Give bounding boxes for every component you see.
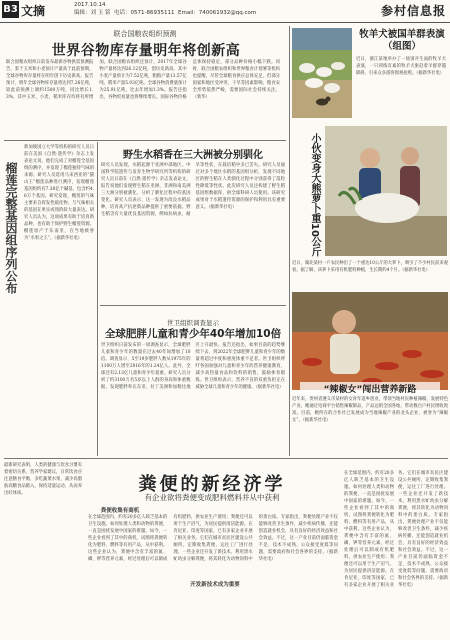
a4-kicker: 世卫组织调查显示 <box>167 319 219 327</box>
header-meta <box>74 1 256 17</box>
section-title: 文摘 <box>21 4 46 18</box>
divider <box>100 305 286 306</box>
photo1-caption: 近日，浙江某地举办了一场别开生面的牧羊犬表演，一只训练有素的牧羊犬驱赶着羊群穿越障碍，引来众多游客围观拍照。（据新华社电） <box>356 57 446 76</box>
divider <box>4 140 286 141</box>
page-header <box>0 0 450 23</box>
a7-section-heading: 粪便收集有商机 <box>100 508 140 514</box>
photo1-title: 牧羊犬被国羊群表演（组图） <box>359 29 445 52</box>
a1-title: 世界谷物库存量明年将创新高 <box>51 43 241 59</box>
divider <box>289 26 290 456</box>
divider <box>4 458 448 459</box>
a2-title: 榴莲完整基因组序列公布 <box>4 162 18 294</box>
photo2-title: 小伙变身大熊萝卜重10公斤 <box>309 133 320 257</box>
email: Email：740061932@qq.com <box>177 10 257 16</box>
a5-body: 最新研究表明，人类的健康与饮食习惯有着密切关系。营养学家建议，日常饮食应注意膳食平衡，多吃蔬菜水果，减少高脂肪高糖食品摄入，保持适量运动，从而养出好体质。 <box>4 463 82 496</box>
a1-kicker: 联合国粮农组织预测 <box>113 30 177 38</box>
a6-title: “辣椒女”闯出营养新路 <box>300 382 440 395</box>
editor: 编辑：刘 玉 铭 <box>74 10 111 16</box>
a1-body: 联合国粮农组织日前发布最新谷物供需预测报告，鉴于玉米和小麦预计产量高于此前预期，全球谷物库存量将在明年创下历史新高。报告预计，明年全球谷物库存量将达到7.26亿吨，较此前预测上调约1500万吨，同比增长1.3%，其中玉米、小麦、稻米库存均将有所增加。联合国粮农组织还预计，2017年全球谷物产量将达到26.12亿吨，创历史新高。其中小麦产量预计为7.52亿吨，粗粮产量13.57亿吨，稻米产量5.03亿吨。全球谷物消费量预计为25.91亿吨，比去年增加1.3%。报告还指出，谷物贸易量也将继续增长。国际谷物价格总体保持稳定，部分品种价格小幅下跌。同时，联合国粮农组织和世界粮食计划署等机构也提醒，尽管全球粮食供应总体充足，但部分国家和地区受冲突、干旱等因素影响，粮食安全形势依然严峻，需要国际社会持续关注。（新华） <box>6 60 280 100</box>
sheepdog-photo <box>292 28 352 118</box>
a2-body: 新加坡国立大学等机构的研究人员日前在美国《自然·遗传学》杂志上发表论文说，他们完成了对榴莲全基因组的测序，并发现了榴莲独特气味的来源。研究人员选用马来西亚的“猫山王”榴莲品种进行测序，发现榴莲基因组约有7.38亿个碱基，包含约4.6万个基因。研究发现，榴莲的气味主要来自挥发性硫化物，与气味相关的基因在果实成熟阶段大量表达。研究人员认为，这项成果有助于培育新品种，也有助于保护野生榴莲资源。榴莲原产于东南亚，在当地被誉为“水果之王”。（据新华社电） <box>24 145 94 241</box>
divider <box>97 142 98 456</box>
a3-title: 野生水稻香在三大洲被分别驯化 <box>123 150 263 161</box>
a3-body: 研究人员发现，水稻起源于亚洲中部地区。中国科学院遗传与发育生物学研究所等机构的研究人员日前在《自然·遗传学》杂志发表论文，报告说他们发现野生稻在亚洲、非洲和南美洲三大洲分别被驯化，分析了驯化过程中的基因变化。研究人员表示，这一发现为改良水稻品种、培育高产抗逆新品种提供了重要依据。野生稻含有大量优良基因资源，例如抗病虫、耐旱等性状，在栽培稻中多已丢失。研究人员通过对多个地区水稻的基因组分析，发现不同地区的野生稻在人类驯化过程中分别获得了落粒性降低等性状。此次研究人员还构建了野生稻基因组数据库，供全球科研人员使用。该研究成果对于水稻遗传资源的保护和利用具有重要意义。（据新华社电） <box>101 163 285 217</box>
a7-subtitle: 有企业欲将粪便变成肥料燃料并从中获利 <box>144 493 280 502</box>
page-number: B3 <box>2 1 19 18</box>
a7-title: 粪便的新经济学 <box>138 474 286 495</box>
masthead: 参村信息报 <box>380 4 446 18</box>
a4-body: 世卫组织日前发布的一项调查显示，全球肥胖儿童和青少年的数量在过去40年间增加了10倍。调查显示，5至19岁肥胖人数从1975年的1100万人增至2016年的1.24亿人。此外，全球还有2.13亿儿童和青少年超重。研究人员分析了约3100万名5岁以上人群的身高和体重数据，发现肥胖率在东亚、拉丁美洲和加勒比地区上升最快。报告还指出，如果目前的趋势继续下去，到2022年全球肥胖儿童和青少年的数量将超过中度和重度体重不足者。世卫组织呼吁各国加强对儿童和青少年的营养健康教育，减少高热量食品和饮料的销售，鼓励体育锻炼。世卫组织表示，营养不良的双重负担正在威胁全球儿童和青少年的健康。（据新华社电） <box>101 343 285 390</box>
a6-body: 近年来，贵州省遵义市某村的女青年返乡创业，带领当地村民种植辣椒，发展特色产业。她通过电商平台销售辣椒制品，产品远销全国各地，带动数百户村民增收致富。目前，她所在的合作社已发展成为当地辣椒产业的龙头企业，被誉为“辣椒女”。（据新华社电） <box>292 397 448 423</box>
a4-title: 全球肥胖儿童和青少年40年增加10倍 <box>104 328 282 340</box>
issue-date: 2017.10.14 <box>74 2 106 8</box>
phone: 电话：0571-86935111 <box>114 10 175 16</box>
a7-section-heading-2: 开发新技术成为重要 <box>180 580 250 588</box>
photo2-caption: 近日，湖北某村一户农民种出了一个重达10公斤的大萝卜，吸引了不少村民前来观看。据了解，该萝卜采用有机肥料种植，生长期约4个月。（据新华社电） <box>292 261 448 273</box>
radish-photo <box>325 126 447 256</box>
chili-photo <box>292 292 448 390</box>
a7-body: 在全球范围内，约有20多亿人缺乏基本的卫生设施。如何处理人类和动物的粪便，一直是困扰发展中国家的难题。如今，一些企业看到了其中的商机，试图将粪便转化为肥料、燃料等有用产品，从中获利。这些企业认为，粪便中含有丰富的氮、磷、钾等营养元素，经过处理后可以制成有机肥料，供农业生产使用；粪便还可以用于生产沼气，为居民提供清洁能源。在肯尼亚、印度等国家，已有多家企业开展了相关业务。它们在城市贫民区建设公共厕所，定期收集粪便，运往工厂进行处理。一些企业还开发了新技术，利用黑水虻幼虫分解粪便，将其转化为动物饲料中的蛋白质。专家指出，粪便处理产业不仅能够改善卫生条件，减少疾病传播，还能创造就业机会，具有良好的经济效益和社会效益。不过，这一产业目前仍面临资金不足、技术不成熟、公众接受度低等问题，需要政府和社会各界的支持。（据新华社电） <box>88 515 338 562</box>
a7-body-continued: 在全球范围内，约有20多亿人缺乏基本的卫生设施。如何处理人类和动物的粪便，一直是困扰发展中国家的难题。如今，一些企业看到了其中的商机，试图将粪便转化为肥料、燃料等有用产品，从中获利。这些企业认为，粪便中含有丰富的氮、磷、钾等营养元素，经过处理后可以制成有机肥料，供农业生产使用；粪便还可以用于生产沼气，为居民提供清洁能源。在肯尼亚、印度等国家，已有多家企业开展了相关业务。它们在城市贫民区建设公共厕所，定期收集粪便，运往工厂进行处理。一些企业还开发了新技术，利用黑水虻幼虫分解粪便，将其转化为动物饲料中的蛋白质。专家指出，粪便处理产业不仅能够改善卫生条件，减少疾病传播，还能创造就业机会，具有良好的经济效益和社会效益。不过，这一产业目前仍面临资金不足、技术不成熟、公众接受度低等问题，需要政府和社会各界的支持。（据新华社电） <box>344 471 448 588</box>
